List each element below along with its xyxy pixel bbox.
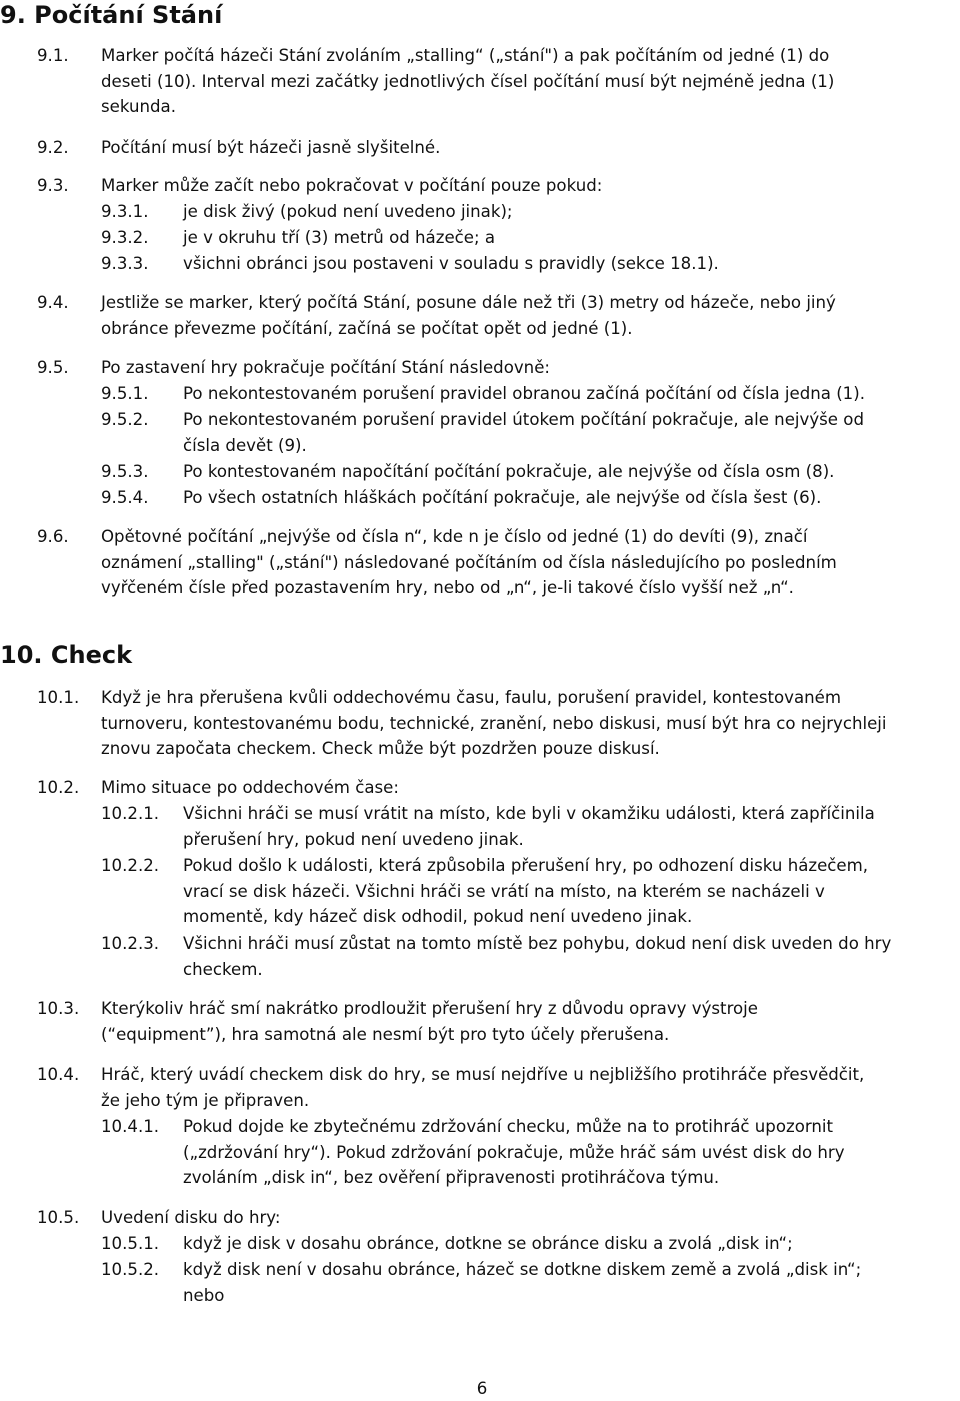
section-heading-9: 9. Počítání Stání: [0, 1, 223, 29]
rule-9-3-1: [101, 199, 960, 225]
page-number: 6: [476, 1379, 488, 1398]
rule-number: 9.3.: [37, 176, 69, 195]
rule-text: Mimo situace po oddechovém čase:: [101, 778, 399, 797]
rule-number: 9.5.: [37, 358, 69, 377]
rule-text: Jestliže se marker, který počítá Stání, posune dále než tři (3) metry od házeče, nebo jiný obránce převezme počítání, začíná se počítat opět od jedné (1).: [101, 293, 836, 338]
rule-10-4-1: [101, 1114, 960, 1191]
rule-number: 10.1.: [37, 688, 80, 707]
rule-number: 10.2.3.: [101, 934, 160, 953]
rule-text: Marker počítá házeči Stání zvoláním „stalling“ („stání") a pak počítáním od jedné (1) do deseti (10). Interval mezi začátky jednotlivých čísel počítání musí být nejméně jedna (1) sekunda.: [101, 46, 835, 117]
rule-10-1: [37, 685, 960, 762]
rule-text: Všichni hráči musí zůstat na tomto místě bez pohybu, dokud není disk uveden do hry checkem.: [183, 934, 892, 979]
rule-text: Po nekontestovaném porušení pravidel útokem počítání pokračuje, ale nejvýše od čísla devět (9).: [183, 410, 864, 455]
rule-text: je disk živý (pokud není uvedeno jinak);: [183, 202, 513, 221]
rule-10-2-2: [101, 853, 960, 930]
rule-10-2: [37, 775, 960, 801]
rule-number: 9.5.4.: [101, 488, 149, 507]
rule-number: 10.4.: [37, 1065, 80, 1084]
rule-10-2-1: [101, 801, 960, 852]
rule-10-4: [37, 1062, 960, 1113]
rule-text: když disk není v dosahu obránce, házeč se dotkne diskem země a zvolá „disk in“; nebo: [183, 1260, 862, 1305]
rule-number: 10.5.: [37, 1208, 80, 1227]
rule-text: Když je hra přerušena kvůli oddechovému času, faulu, porušení pravidel, kontestovaném turnoveru, kontestovanému bodu, technické, zranění, nebo diskusi, musí být hra co nejrychleji znovu započata checkem. Check může být pozdržen pouze diskusí.: [101, 688, 887, 759]
rule-number: 10.2.1.: [101, 804, 160, 823]
rule-text: Opětovné počítání „nejvýše od čísla n“, kde n je číslo od jedné (1) do devíti (9), značí oznámení „stalling" („stání") následované počítáním od čísla následujícího po posledním vyřčeném čísle před pozastavením hry, nebo od „n“, je-li takové číslo vyšší než „n“.: [101, 527, 837, 598]
rule-number: 10.3.: [37, 999, 80, 1018]
rule-text: Všichni hráči se musí vrátit na místo, kde byli v okamžiku události, která zapříčinila přerušení hry, pokud není uvedeno jinak.: [183, 804, 875, 849]
rule-text: Po všech ostatních hláškách počítání pokračuje, ale nejvýše od čísla šest (6).: [183, 488, 822, 507]
rule-9-6: [37, 524, 960, 601]
rule-10-3: [37, 996, 960, 1047]
rule-text: Pokud dojde ke zbytečnému zdržování checku, může na to protihráč upozornit („zdržování hry“). Pokud zdržování pokračuje, může hráč sám uvést disk do hry zvoláním „disk in“, bez ověření připravenosti protihráčova týmu.: [183, 1117, 845, 1188]
rule-number: 9.4.: [37, 293, 69, 312]
rule-number: 9.3.2.: [101, 228, 149, 247]
rule-9-5: [37, 355, 960, 381]
rule-text: Hráč, který uvádí checkem disk do hry, se musí nejdříve u nejbližšího protihráče přesvědčit, že jeho tým je připraven.: [101, 1065, 865, 1110]
rule-10-5-2: [101, 1257, 960, 1308]
rule-number: 10.5.2.: [101, 1260, 160, 1279]
rule-text: Po kontestovaném napočítání počítání pokračuje, ale nejvýše od čísla osm (8).: [183, 462, 835, 481]
rule-text: Uvedení disku do hry:: [101, 1208, 281, 1227]
rule-number: 9.6.: [37, 527, 69, 546]
rule-number: 9.3.3.: [101, 254, 149, 273]
rule-number: 9.5.1.: [101, 384, 149, 403]
rule-10-5: [37, 1205, 960, 1231]
rule-9-5-2: [101, 407, 960, 458]
rule-text: když je disk v dosahu obránce, dotkne se obránce disku a zvolá „disk in“;: [183, 1234, 793, 1253]
rule-number: 9.2.: [37, 138, 69, 157]
rule-number: 9.5.3.: [101, 462, 149, 481]
rule-text: Marker může začít nebo pokračovat v počítání pouze pokud:: [101, 176, 603, 195]
rule-text: Po zastavení hry pokračuje počítání Stání následovně:: [101, 358, 551, 377]
rule-9-5-4: [101, 485, 960, 511]
rule-10-2-3: [101, 931, 960, 982]
rule-text: je v okruhu tří (3) metrů od házeče; a: [183, 228, 496, 247]
rule-number: 10.5.1.: [101, 1234, 160, 1253]
rule-number: 10.2.: [37, 778, 80, 797]
rule-9-5-3: [101, 459, 960, 485]
rule-9-4: [37, 290, 960, 341]
rule-number: 10.2.2.: [101, 856, 160, 875]
rule-9-3-3: [101, 251, 960, 277]
rule-number: 9.1.: [37, 46, 69, 65]
rule-9-5-1: [101, 381, 960, 407]
rule-text: Pokud došlo k události, která způsobila přerušení hry, po odhození disku házečem, vrací se disk házeči. Všichni hráči se vrátí na místo, na kterém se nacházeli v momentě, kdy házeč disk odhodil, pokud není uvedeno jinak.: [183, 856, 869, 927]
rule-number: 9.3.1.: [101, 202, 149, 221]
rule-text: Po nekontestovaném porušení pravidel obranou začíná počítání od čísla jedna (1).: [183, 384, 865, 403]
rule-9-2: [37, 135, 960, 161]
rule-9-3-2: [101, 225, 960, 251]
section-heading-10: 10. Check: [0, 641, 133, 669]
rule-text: Počítání musí být házeči jasně slyšitelné.: [101, 138, 441, 157]
rule-9-3: [37, 173, 960, 199]
rule-9-1: [37, 43, 960, 120]
rule-text: Kterýkoliv hráč smí nakrátko prodloužit přerušení hry z důvodu opravy výstroje (“equipment”), hra samotná ale nesmí být pro tyto účely přerušena.: [101, 999, 758, 1044]
rule-number: 9.5.2.: [101, 410, 149, 429]
rule-10-5-1: [101, 1231, 960, 1257]
rule-number: 10.4.1.: [101, 1117, 160, 1136]
rule-text: všichni obránci jsou postaveni v souladu s pravidly (sekce 18.1).: [183, 254, 719, 273]
